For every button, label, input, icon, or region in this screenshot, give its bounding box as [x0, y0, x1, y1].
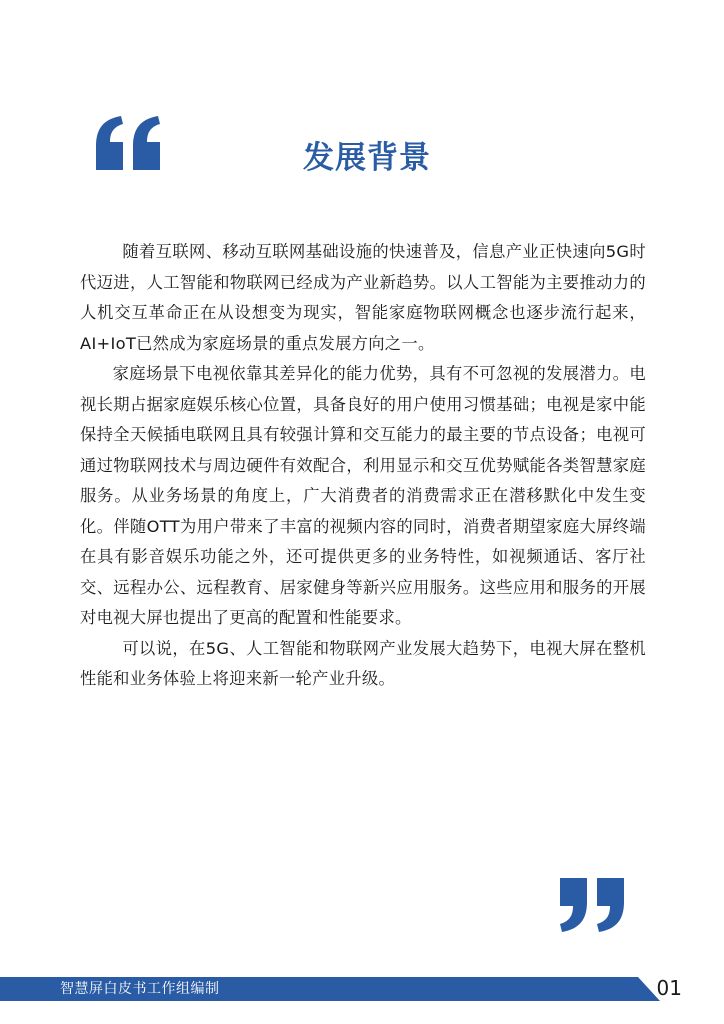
paragraph: 家庭场景下电视依靠其差异化的能力优势，具有不可忽视的发展潜力。电视长期占据家庭娱乐核心位置，具备良好的用户使用习惯基础；电视是家中能保持全天候插电联网且具有较强计算和交互能力的最主要的节点设备；电视可通过物联网技术与周边硬件有效配合，利用显示和交互优势赋能各类智慧家庭服务。从业务场景的角度上，广大消费者的消费需求正在潜移默化中发生变化。伴随OTT为用户带来了丰富的视频内容的同时，消费者期望家庭大屏终端在具有影音娱乐功能之外，还可提供更多的业务特性，如视频通话、客厅社交、远程办公、远程教育、居家健身等新兴应用服务。这些应用和服务的开展对电视大屏也提出了更高的配置和性能要求。: [80, 364, 646, 627]
footer-publisher: 智慧屏白皮书工作组编制: [60, 981, 220, 997]
body-text: [80, 237, 646, 695]
paragraph: 随着互联网、移动互联网基础设施的快速普及，信息产业正快速向5G时代迈进，人工智能和物联网已经成为产业新趋势。以人工智能为主要推动力的人机交互革命正在从设想变为现实，智能家庭物联网概念也逐步流行起来，AI+IoT已然成为家庭场景的重点发展方向之一。: [80, 242, 646, 353]
paragraph: 可以说，在5G、人工智能和物联网产业发展大趋势下，电视大屏在整机性能和业务体验上将迎来新一轮产业升级。: [80, 638, 646, 688]
page-title: 发展背景: [303, 140, 431, 176]
closing-quote-icon: [556, 878, 626, 932]
page-number: 01: [656, 976, 682, 1000]
